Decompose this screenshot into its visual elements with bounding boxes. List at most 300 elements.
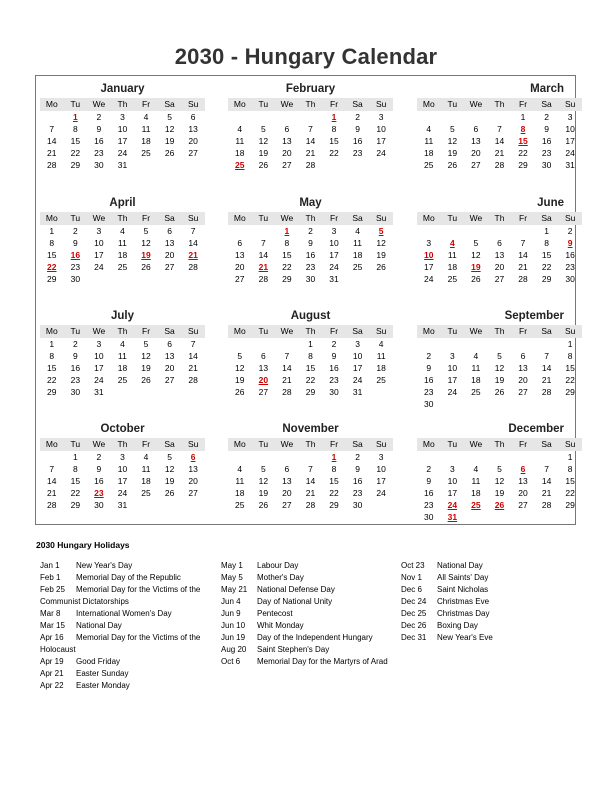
holiday-day: 20 xyxy=(258,375,269,385)
weekday-label: Su xyxy=(564,326,576,336)
day-cell: 14 xyxy=(282,363,292,373)
day-cell xyxy=(40,111,64,123)
day-cell: 3 xyxy=(355,339,360,349)
holiday-name: National Day xyxy=(437,561,483,570)
month-name: February xyxy=(285,83,336,95)
day-cell: 24 xyxy=(94,375,104,385)
day-cell: 24 xyxy=(117,488,128,498)
holiday-date: May 5 xyxy=(221,573,243,582)
day-cell: 19 xyxy=(164,476,175,486)
day-cell: 29 xyxy=(305,387,316,397)
week-row xyxy=(417,499,582,511)
day-cell: 15 xyxy=(329,136,339,146)
weekday-label: Tu xyxy=(70,439,81,449)
weekday-label: We xyxy=(280,99,294,109)
day-cell: 18 xyxy=(352,250,363,260)
week-row xyxy=(228,159,393,171)
day-cell: 12 xyxy=(494,476,505,486)
day-cell: 22 xyxy=(282,262,292,272)
week-row xyxy=(417,475,582,487)
holiday-item xyxy=(401,572,493,584)
weekday-label: Th xyxy=(305,326,316,336)
weekday-label: Sa xyxy=(352,326,363,336)
day-cell: 16 xyxy=(565,250,575,260)
day-cell: 1 xyxy=(567,452,573,462)
weekday-header xyxy=(228,325,393,338)
day-cell: 23 xyxy=(305,262,316,272)
day-cell: 23 xyxy=(565,262,575,272)
day-cell: 5 xyxy=(497,351,502,361)
week-row xyxy=(417,135,582,147)
weekday-label: Sa xyxy=(352,439,363,449)
day-cell xyxy=(464,225,488,237)
holiday-item xyxy=(401,632,493,644)
weekday-label: Fr xyxy=(142,99,151,109)
weekday-label: We xyxy=(92,326,106,336)
day-cell: 7 xyxy=(308,124,313,134)
day-cell: 7 xyxy=(544,464,549,474)
day-cell: 30 xyxy=(565,274,575,284)
day-cell: 13 xyxy=(471,136,481,146)
holiday-name: Christmas Day xyxy=(437,609,490,618)
day-cell: 18 xyxy=(141,476,151,486)
weekday-label: We xyxy=(469,99,483,109)
weekday-label: Mo xyxy=(45,439,58,449)
day-cell: 6 xyxy=(497,238,502,248)
day-cell: 11 xyxy=(424,136,434,146)
day-cell: 7 xyxy=(190,226,196,236)
day-cell: 18 xyxy=(471,375,481,385)
day-cell: 20 xyxy=(282,148,292,158)
day-cell: 25 xyxy=(141,488,151,498)
day-cell xyxy=(511,511,535,523)
holiday-day: 26 xyxy=(494,500,505,510)
weekday-label: Su xyxy=(375,213,387,223)
holiday-date: Mar 15 xyxy=(40,621,65,630)
weekday-label: Tu xyxy=(447,213,458,223)
weekday-label: Fr xyxy=(519,326,528,336)
holiday-date: Jan 1 xyxy=(40,561,60,570)
day-cell: 28 xyxy=(518,274,528,284)
day-cell: 26 xyxy=(376,262,386,272)
weekday-label: Mo xyxy=(45,213,58,223)
day-cell: 5 xyxy=(237,351,243,361)
day-cell: 26 xyxy=(471,274,481,284)
day-cell: 18 xyxy=(117,250,128,260)
day-cell: 16 xyxy=(424,488,434,498)
day-cell: 31 xyxy=(329,274,339,284)
holiday-item xyxy=(40,668,200,680)
month-name: August xyxy=(290,310,331,322)
day-cell: 29 xyxy=(70,500,81,510)
day-cell: 7 xyxy=(260,238,266,248)
holiday-item xyxy=(40,632,200,644)
day-cell: 19 xyxy=(376,250,386,260)
day-cell: 22 xyxy=(305,375,316,385)
day-cell: 7 xyxy=(544,351,549,361)
day-cell: 6 xyxy=(520,351,526,361)
day-cell: 29 xyxy=(47,387,57,397)
day-cell: 14 xyxy=(305,136,316,146)
day-cell: 30 xyxy=(329,387,339,397)
day-cell: 20 xyxy=(518,488,528,498)
holiday-day: 19 xyxy=(141,250,151,260)
holiday-name: Whit Monday xyxy=(257,621,304,630)
week-row xyxy=(40,451,205,463)
day-cell: 10 xyxy=(565,124,575,134)
day-cell xyxy=(299,451,323,463)
day-cell: 1 xyxy=(308,339,313,349)
day-cell: 25 xyxy=(424,160,434,170)
day-cell: 19 xyxy=(235,375,245,385)
day-cell: 9 xyxy=(72,351,78,361)
holiday-date: May 21 xyxy=(221,585,248,594)
day-cell: 21 xyxy=(494,148,505,158)
day-cell: 9 xyxy=(544,124,549,134)
day-cell xyxy=(511,451,535,463)
day-cell: 4 xyxy=(143,112,149,122)
day-cell: 13 xyxy=(518,363,528,373)
day-cell xyxy=(417,225,441,237)
day-cell: 20 xyxy=(235,262,245,272)
day-cell xyxy=(275,111,299,123)
day-cell xyxy=(252,111,276,123)
day-cell xyxy=(535,398,559,410)
week-row xyxy=(417,225,582,237)
day-cell: 25 xyxy=(141,148,151,158)
holiday-day: 8 xyxy=(520,124,526,134)
week-row xyxy=(228,273,393,285)
day-cell: 28 xyxy=(541,387,552,397)
day-cell: 24 xyxy=(424,274,434,284)
weekday-label: We xyxy=(280,439,294,449)
day-cell xyxy=(441,225,465,237)
day-cell: 23 xyxy=(329,375,339,385)
day-cell: 6 xyxy=(284,464,290,474)
month-name: November xyxy=(282,423,339,435)
day-cell xyxy=(346,159,370,171)
day-cell xyxy=(464,511,488,523)
holiday-date: Apr 21 xyxy=(40,669,64,678)
day-cell: 2 xyxy=(96,112,102,122)
day-cell: 3 xyxy=(426,238,432,248)
day-cell: 13 xyxy=(235,250,245,260)
day-cell: 10 xyxy=(94,351,104,361)
month-october xyxy=(40,421,205,511)
day-cell: 11 xyxy=(353,238,362,248)
weekday-label: Mo xyxy=(233,326,246,336)
weekday-label: Mo xyxy=(422,439,435,449)
month-name: January xyxy=(100,83,145,95)
weekday-label: Su xyxy=(564,213,576,223)
day-cell: 19 xyxy=(447,148,458,158)
weekday-label: Th xyxy=(305,213,316,223)
weekday-label: Sa xyxy=(541,213,552,223)
day-cell: 13 xyxy=(164,238,175,248)
weekday-label: Fr xyxy=(142,213,151,223)
day-cell: 21 xyxy=(188,363,198,373)
day-cell xyxy=(369,273,393,285)
holiday-name: Memorial Day for the Martyrs of Arad xyxy=(257,657,388,666)
holiday-day: 24 xyxy=(447,500,458,510)
day-cell: 19 xyxy=(164,136,175,146)
day-cell: 30 xyxy=(305,274,316,284)
day-cell: 2 xyxy=(72,339,78,349)
holiday-item xyxy=(40,572,200,584)
day-cell: 27 xyxy=(518,500,528,510)
day-cell: 14 xyxy=(47,136,57,146)
weekday-label: Tu xyxy=(258,326,269,336)
day-cell: 13 xyxy=(282,136,292,146)
holiday-day: 10 xyxy=(424,250,434,260)
day-cell: 15 xyxy=(565,363,575,373)
week-row xyxy=(417,159,582,171)
day-cell: 26 xyxy=(164,488,175,498)
day-cell: 12 xyxy=(376,238,386,248)
month-june xyxy=(417,195,582,285)
weekday-label: We xyxy=(280,326,294,336)
day-cell: 21 xyxy=(518,262,528,272)
day-cell: 24 xyxy=(376,148,386,158)
day-cell xyxy=(87,273,111,285)
day-cell: 23 xyxy=(94,148,104,158)
holiday-item xyxy=(221,656,388,668)
day-cell xyxy=(417,451,441,463)
week-row xyxy=(40,350,205,362)
week-row xyxy=(40,499,205,511)
day-cell: 13 xyxy=(518,476,528,486)
day-cell: 5 xyxy=(167,452,172,462)
holiday-item xyxy=(221,560,388,572)
day-cell: 9 xyxy=(96,124,102,134)
day-cell: 22 xyxy=(47,375,57,385)
day-cell: 11 xyxy=(471,476,481,486)
day-cell: 2 xyxy=(331,339,337,349)
day-cell: 11 xyxy=(235,476,245,486)
day-cell xyxy=(228,111,252,123)
week-row xyxy=(228,249,393,261)
holiday-item xyxy=(401,560,493,572)
day-cell: 17 xyxy=(447,488,458,498)
weekday-label: Fr xyxy=(330,326,339,336)
week-row xyxy=(40,159,205,171)
day-cell: 9 xyxy=(72,238,78,248)
day-cell: 27 xyxy=(518,387,528,397)
week-row xyxy=(228,147,393,159)
weekday-label: Mo xyxy=(233,213,246,223)
day-cell: 25 xyxy=(447,274,458,284)
weekday-label: Tu xyxy=(447,99,458,109)
day-cell xyxy=(511,225,535,237)
holiday-name: Pentecost xyxy=(257,609,293,618)
day-cell: 20 xyxy=(518,375,528,385)
week-row xyxy=(417,123,582,135)
day-cell: 20 xyxy=(164,250,175,260)
holiday-day: 15 xyxy=(518,136,528,146)
day-cell: 8 xyxy=(72,464,78,474)
day-cell: 18 xyxy=(447,262,458,272)
day-cell: 26 xyxy=(235,387,245,397)
weekday-label: Th xyxy=(117,326,128,336)
weekday-label: Su xyxy=(375,326,387,336)
day-cell: 4 xyxy=(143,452,149,462)
holiday-name: National Defense Day xyxy=(257,585,335,594)
day-cell: 19 xyxy=(494,375,505,385)
day-cell: 18 xyxy=(424,148,434,158)
day-cell: 18 xyxy=(235,148,245,158)
holiday-item xyxy=(221,572,388,584)
holiday-name: New Year's Day xyxy=(76,561,133,570)
calendar-grid xyxy=(35,75,576,525)
weekday-header xyxy=(417,98,582,111)
day-cell: 7 xyxy=(49,464,55,474)
day-cell: 16 xyxy=(94,136,104,146)
weekday-label: We xyxy=(92,99,106,109)
holiday-day: 1 xyxy=(284,226,290,236)
holiday-name: All Saints' Day xyxy=(437,573,489,582)
holiday-name: Memorial Day for the Victims of the xyxy=(76,585,201,594)
holiday-item xyxy=(40,560,200,572)
day-cell: 1 xyxy=(567,339,573,349)
holiday-name: Boxing Day xyxy=(437,621,478,630)
day-cell: 16 xyxy=(424,375,434,385)
week-row xyxy=(228,499,393,511)
holiday-item xyxy=(221,608,388,620)
holiday-item xyxy=(40,680,200,692)
day-cell: 7 xyxy=(497,124,502,134)
day-cell: 8 xyxy=(72,124,78,134)
week-row xyxy=(228,237,393,249)
day-cell xyxy=(488,398,512,410)
weekday-label: Sa xyxy=(541,326,552,336)
day-cell xyxy=(181,499,205,511)
day-cell: 16 xyxy=(329,363,339,373)
day-cell: 17 xyxy=(376,136,386,146)
week-row xyxy=(417,374,582,386)
day-cell: 14 xyxy=(305,476,316,486)
weekday-label: Fr xyxy=(519,439,528,449)
day-cell: 20 xyxy=(188,476,198,486)
day-cell: 9 xyxy=(426,363,432,373)
day-cell: 24 xyxy=(352,375,363,385)
day-cell: 17 xyxy=(94,363,104,373)
day-cell: 25 xyxy=(471,387,481,397)
weekday-label: Mo xyxy=(422,99,435,109)
day-cell: 12 xyxy=(471,250,481,260)
week-row xyxy=(417,463,582,475)
day-cell: 22 xyxy=(70,148,81,158)
weekday-label: Sa xyxy=(541,439,552,449)
day-cell: 28 xyxy=(188,262,198,272)
day-cell: 7 xyxy=(308,464,313,474)
month-name: September xyxy=(504,310,564,322)
day-cell: 27 xyxy=(471,160,481,170)
holiday-day: 25 xyxy=(235,160,245,170)
holiday-name: Good Friday xyxy=(76,657,121,666)
holiday-name: New Year's Eve xyxy=(437,633,493,642)
day-cell: 14 xyxy=(541,476,552,486)
day-cell: 10 xyxy=(117,464,128,474)
weekday-label: Tu xyxy=(258,213,269,223)
weekday-label: We xyxy=(92,213,106,223)
day-cell: 11 xyxy=(118,351,127,361)
holiday-date: Feb 25 xyxy=(40,585,65,594)
month-march xyxy=(417,81,582,171)
month-name: June xyxy=(537,197,564,209)
weekday-header xyxy=(228,438,393,451)
day-cell: 31 xyxy=(352,387,363,397)
day-cell xyxy=(181,386,205,398)
day-cell: 14 xyxy=(47,476,57,486)
day-cell: 19 xyxy=(258,148,269,158)
day-cell: 4 xyxy=(237,464,243,474)
day-cell: 1 xyxy=(72,452,78,462)
day-cell: 27 xyxy=(188,488,198,498)
day-cell: 12 xyxy=(164,464,175,474)
week-row xyxy=(40,338,205,350)
day-cell xyxy=(252,338,276,350)
day-cell: 12 xyxy=(235,363,245,373)
holiday-date: Dec 26 xyxy=(401,621,427,630)
day-cell: 25 xyxy=(352,262,363,272)
weekday-label: Th xyxy=(305,439,316,449)
day-cell: 13 xyxy=(258,363,269,373)
weekday-label: Th xyxy=(494,326,505,336)
day-cell: 21 xyxy=(282,375,292,385)
day-cell: 12 xyxy=(258,136,269,146)
week-row xyxy=(228,487,393,499)
day-cell: 22 xyxy=(541,262,552,272)
day-cell: 3 xyxy=(567,112,573,122)
day-cell: 5 xyxy=(167,112,172,122)
holiday-day: 9 xyxy=(567,238,573,248)
day-cell: 23 xyxy=(70,262,81,272)
day-cell: 11 xyxy=(447,250,457,260)
week-row xyxy=(40,386,205,398)
day-cell: 14 xyxy=(188,351,198,361)
day-cell: 8 xyxy=(331,464,337,474)
day-cell: 8 xyxy=(49,351,55,361)
holiday-name: Memorial Day for the Victims of the xyxy=(76,633,201,642)
week-row xyxy=(40,261,205,273)
week-row xyxy=(228,111,393,123)
holiday-name: Saint Stephen's Day xyxy=(257,645,330,654)
holiday-name: Memorial Day of the Republic xyxy=(76,573,181,582)
day-cell xyxy=(158,386,182,398)
day-cell: 21 xyxy=(47,148,57,158)
week-row xyxy=(228,225,393,237)
day-cell: 17 xyxy=(376,476,386,486)
holiday-day: 1 xyxy=(331,452,337,462)
day-cell: 4 xyxy=(426,124,432,134)
day-cell: 4 xyxy=(378,339,384,349)
day-cell: 15 xyxy=(70,476,81,486)
day-cell: 12 xyxy=(141,238,151,248)
weekday-label: Th xyxy=(494,439,505,449)
day-cell: 16 xyxy=(541,136,552,146)
holiday-item xyxy=(221,584,388,596)
day-cell: 30 xyxy=(70,387,81,397)
day-cell: 14 xyxy=(258,250,269,260)
day-cell: 3 xyxy=(449,351,455,361)
week-row xyxy=(40,123,205,135)
day-cell: 2 xyxy=(355,112,360,122)
day-cell: 27 xyxy=(164,375,175,385)
holiday-date: Feb 1 xyxy=(40,573,61,582)
day-cell: 19 xyxy=(141,363,151,373)
weekday-label: We xyxy=(469,213,483,223)
day-cell: 28 xyxy=(305,500,316,510)
